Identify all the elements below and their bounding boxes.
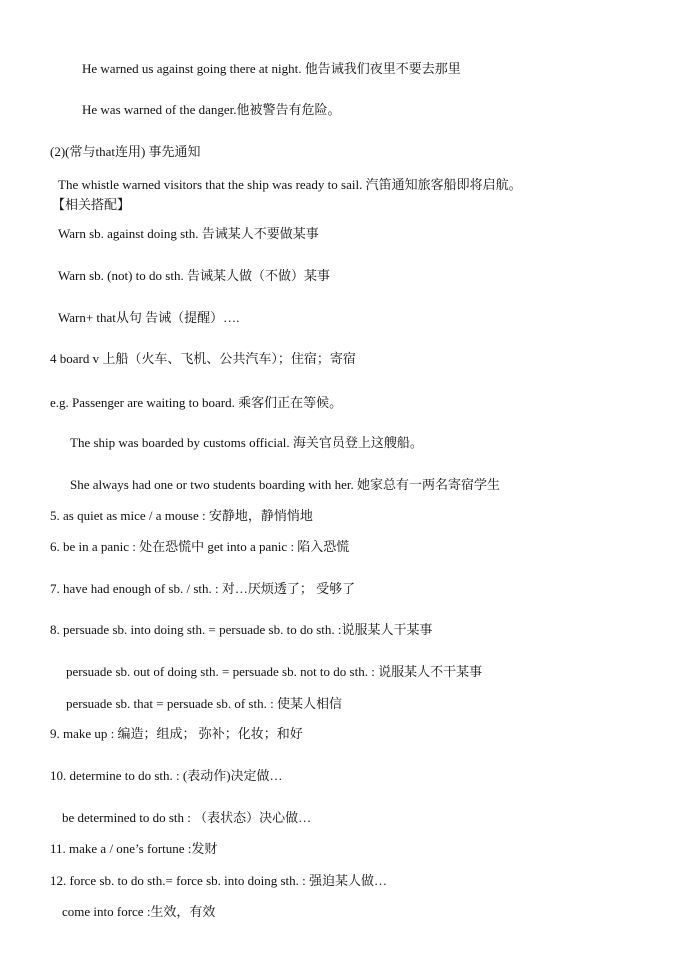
entry-8-persuade-out-of: persuade sb. out of doing sth. = persuade sb. not to do sth. : 说服某人不干某事 [66, 664, 483, 679]
meaning-2-heading: (2)(常与that连用) 事先通知 [50, 144, 201, 159]
entry-7-had-enough: 7. have had enough of sb. / sth. : 对…厌烦透了； 受够了 [50, 581, 356, 596]
example-warned-against: He warned us against going there at night. 他告诫我们夜里不要去那里 [82, 61, 461, 76]
example-ship-boarded: The ship was boarded by customs official. 海关官员登上这艘船。 [70, 435, 423, 450]
example-warned-of-danger: He was warned of the danger.他被警告有危险。 [82, 102, 341, 117]
entry-12-force: 12. force sb. to do sth.= force sb. into doing sth. : 强迫某人做… [50, 873, 387, 888]
entry-10-determine: 10. determine to do sth. : (表动作)决定做… [50, 768, 283, 783]
entry-8-persuade-that: persuade sb. that = persuade sb. of sth. : 使某人相信 [66, 696, 342, 711]
example-passenger-board: e.g. Passenger are waiting to board. 乘客们正在等候。 [50, 395, 343, 410]
entry-5-quiet-as-mice: 5. as quiet as mice / a mouse : 安静地，静悄悄地 [50, 508, 313, 523]
entry-12-come-into-force: come into force :生效，有效 [62, 904, 216, 919]
entry-11-make-fortune: 11. make a / one’s fortune :发财 [50, 841, 218, 856]
entry-9-make-up: 9. make up : 编造；组成； 弥补；化妆；和好 [50, 726, 303, 741]
collocation-warn-to-do: Warn sb. (not) to do sth. 告诫某人做（不做）某事 [58, 268, 330, 283]
collocation-warn-that: Warn+ that从句 告诫（提醒）…. [58, 310, 240, 325]
related-collocations-heading: 【相关搭配】 [52, 197, 131, 212]
entry-8-persuade-into: 8. persuade sb. into doing sth. = persuade sb. to do sth. :说服某人干某事 [50, 622, 433, 637]
entry-6-panic: 6. be in a panic : 处在恐慌中 get into a panic : 陷入恐慌 [50, 539, 350, 554]
entry-4-board: 4 board v 上船（火车、飞机、公共汽车）；住宿；寄宿 [50, 351, 356, 366]
entry-10-be-determined: be determined to do sth : （表状态）决心做… [62, 810, 312, 825]
example-students-boarding: She always had one or two students boarding with her. 她家总有一两名寄宿学生 [70, 477, 501, 492]
example-whistle: The whistle warned visitors that the ship was ready to sail. 汽笛通知旅客船即将启航。 [58, 177, 522, 192]
collocation-warn-against: Warn sb. against doing sth. 告诫某人不要做某事 [58, 226, 319, 241]
